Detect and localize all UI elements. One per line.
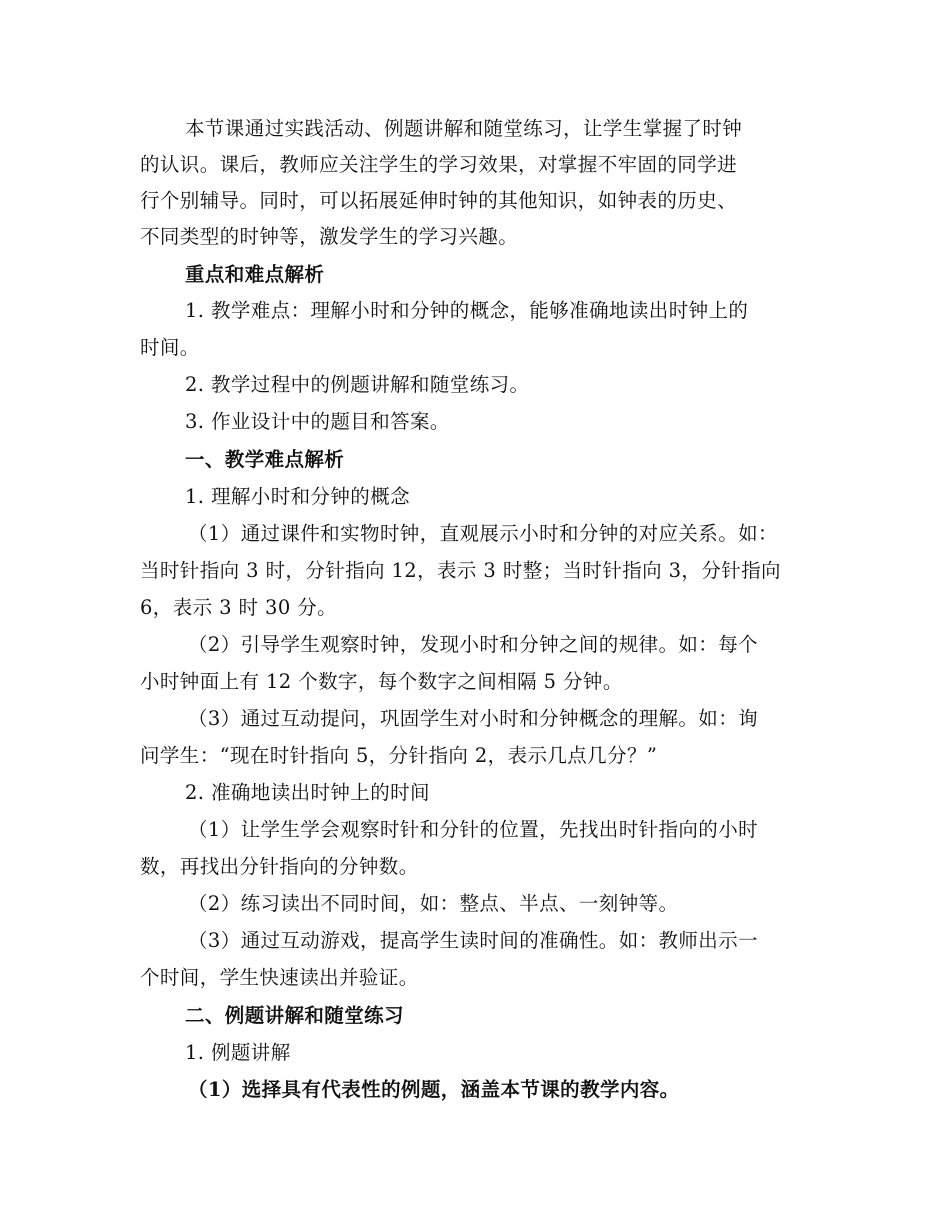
- subheading-2-1: 1. 例题讲解: [185, 1041, 291, 1064]
- subheading-1-1: 1. 理解小时和分钟的概念: [185, 485, 411, 508]
- point-1-1-2-line-1: （2）引导学生观察时钟，发现小时和分钟之间的规律。如：每个: [188, 633, 759, 656]
- point-1-2-2: （2）练习读出不同时间，如：整点、半点、一刻钟等。: [188, 892, 679, 915]
- point-1-1-1-line-2: 当时针指向 3 时，分针指向 12，表示 3 时整；当时针指向 3，分针指向: [140, 559, 781, 582]
- subheading-1-2: 2. 准确地读出时钟上的时间: [185, 781, 430, 804]
- list-item-3: 3. 作业设计中的题目和答案。: [185, 410, 450, 433]
- point-2-1-1: （1）选择具有代表性的例题，涵盖本节课的教学内容。: [188, 1078, 680, 1101]
- list-item-2: 2. 教学过程中的例题讲解和随堂练习。: [185, 373, 530, 396]
- point-1-2-3-line-2: 个时间，学生快速读出并验证。: [140, 966, 419, 989]
- list-item-1-line-2: 时间。: [140, 336, 200, 359]
- point-1-1-3-line-2: 问学生：“现在时针指向 5，分针指向 2，表示几点几分？”: [140, 744, 658, 767]
- paragraph-summary-line-4: 不同类型的时钟等，激发学生的学习兴趣。: [140, 225, 519, 248]
- list-item-1-line-1: 1. 教学难点：理解小时和分钟的概念，能够准确地读出时钟上的: [185, 299, 749, 322]
- point-1-1-1-line-1: （1）通过课件和实物时钟，直观展示小时和分钟的对应关系。如：: [188, 522, 778, 545]
- heading-section-1: 一、教学难点解析: [185, 448, 345, 471]
- point-1-1-2-line-2: 小时钟面上有 12 个数字，每个数字之间相隔 5 分钟。: [140, 670, 623, 693]
- paragraph-summary-line-1: 本节课通过实践活动、例题讲解和随堂练习，让学生掌握了时钟: [185, 117, 743, 140]
- point-1-1-3-line-1: （3）通过互动提问，巩固学生对小时和分钟概念的理解。如：询: [188, 707, 759, 730]
- point-1-2-1-line-2: 数，再找出分针指向的分钟数。: [140, 855, 419, 878]
- paragraph-summary-line-3: 行个别辅导。同时，可以拓展延伸时钟的其他知识，如钟表的历史、: [140, 189, 738, 212]
- point-1-1-1-line-3: 6，表示 3 时 30 分。: [140, 596, 338, 619]
- point-1-2-3-line-1: （3）通过互动游戏，提高学生读时间的准确性。如：教师出示一: [188, 929, 759, 952]
- heading-key-points: 重点和难点解析: [185, 263, 325, 286]
- paragraph-summary-line-2: 的认识。课后，教师应关注学生的学习效果，对掌握不牢固的同学进: [140, 153, 738, 176]
- heading-section-2: 二、例题讲解和随堂练习: [185, 1004, 404, 1027]
- point-1-2-1-line-1: （1）让学生学会观察时针和分针的位置，先找出时针指向的小时: [188, 818, 759, 841]
